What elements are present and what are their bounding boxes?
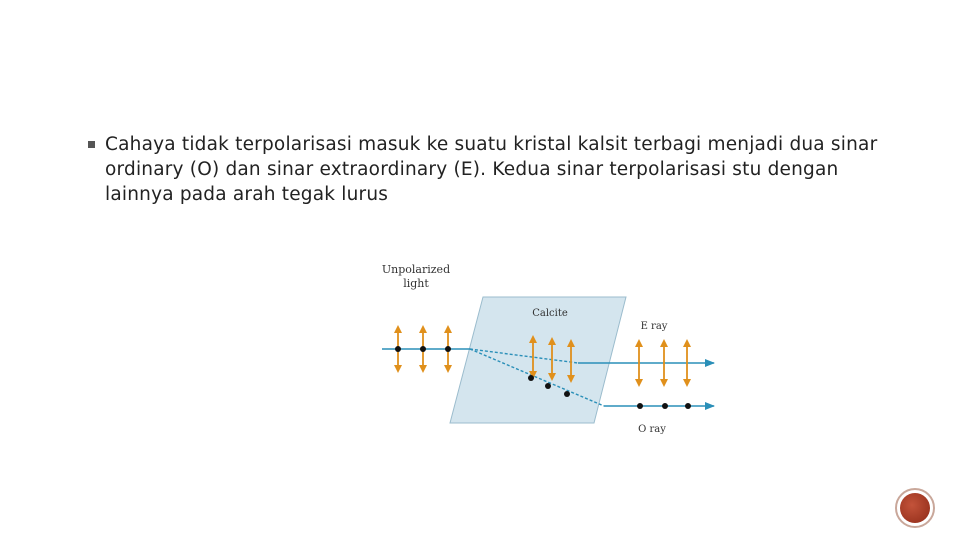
slide-number-badge xyxy=(895,488,935,528)
bullet-text: Cahaya tidak terpolarisasi masuk ke suatu kristal kalsit terbagi menjadi dua sinar ordinary (O) dan sinar extraordinary (E). Kedua sinar terpolarisasi stu dengan lainnya pada arah tegak lurus xyxy=(105,134,878,205)
bullet-paragraph xyxy=(88,132,878,207)
o-ray-label: O ray xyxy=(638,424,666,435)
calcite-label: Calcite xyxy=(532,308,568,319)
e-ray-label: E ray xyxy=(640,321,668,332)
bullet-square-icon xyxy=(88,141,95,148)
calcite-birefringence-diagram xyxy=(370,255,730,445)
unpolarized-label-line1: Unpolarized xyxy=(381,263,451,276)
slide-badge-disc xyxy=(900,493,930,523)
unpolarized-label-line2: light xyxy=(403,277,429,290)
